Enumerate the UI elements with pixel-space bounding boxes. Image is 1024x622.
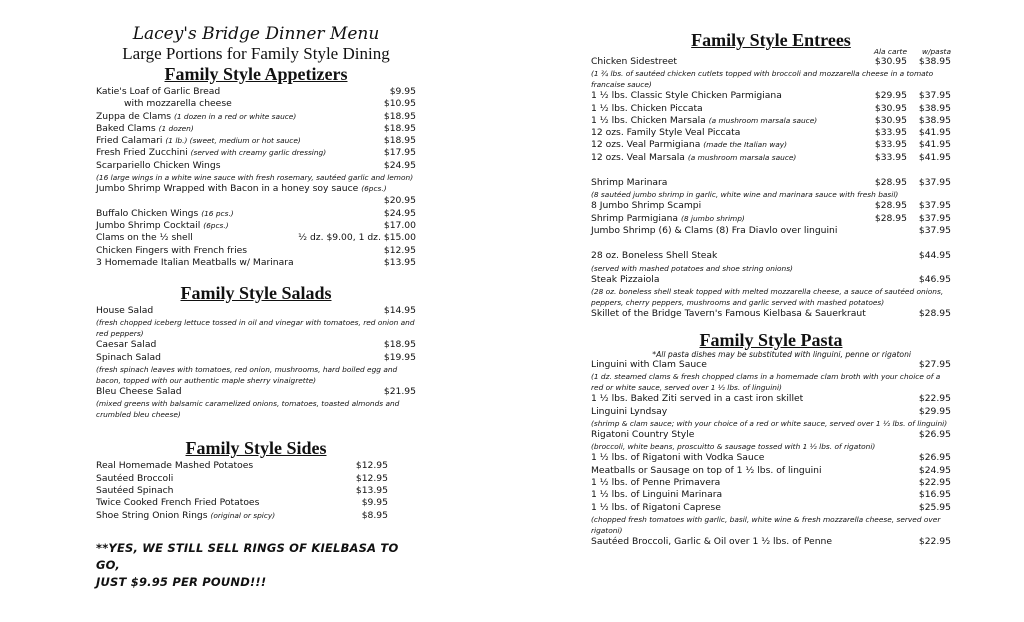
item-name bbox=[96, 123, 384, 135]
item-label: Shrimp Parmigiana bbox=[591, 212, 679, 224]
item-label: 1 ½ lbs. of Rigatoni with Vodka Sauce bbox=[591, 452, 765, 464]
item-note: (a mushroom marsala sauce) bbox=[687, 152, 797, 162]
menu-item bbox=[591, 127, 951, 139]
item-label: 3 Homemade Italian Meatballs w/ Marinara bbox=[96, 256, 294, 268]
item-label: 1 ½ lbs. Baked Ziti served in a cast iron skillet bbox=[591, 393, 804, 405]
item-name bbox=[96, 220, 384, 232]
ala-carte-price bbox=[866, 308, 909, 320]
menu-item bbox=[96, 460, 388, 472]
item-name bbox=[591, 225, 863, 237]
item-price: $18.95 bbox=[383, 135, 416, 147]
with-pasta-price: $37.95 bbox=[918, 212, 951, 224]
menu-item bbox=[591, 429, 951, 441]
item-name bbox=[96, 147, 384, 159]
menu-item bbox=[96, 86, 416, 98]
section-spacer bbox=[591, 164, 951, 177]
with-pasta-price: $28.95 bbox=[918, 307, 951, 319]
item-name bbox=[96, 386, 384, 398]
menu-item bbox=[96, 339, 416, 351]
item-name bbox=[96, 208, 384, 220]
item-description: (1 ¾ lbs. of sautéed chicken cutlets topped with broccoli and mozzarella cheese in a tomato francaise sauce) bbox=[591, 69, 934, 90]
ala-carte-label: Ala carte bbox=[873, 47, 907, 56]
with-pasta-price: $44.95 bbox=[918, 250, 951, 262]
item-price: $22.95 bbox=[918, 476, 951, 488]
with-pasta-label: w/pasta bbox=[921, 47, 951, 56]
item-label: Fried Calamari bbox=[96, 135, 163, 147]
menu-item bbox=[591, 177, 951, 189]
item-description: (16 large wings in a white wine sauce with fresh rosemary, sautéed garlic and lemon) bbox=[96, 173, 414, 183]
item-name bbox=[591, 452, 919, 464]
item-name bbox=[591, 536, 919, 548]
item-price: $25.95 bbox=[918, 501, 951, 513]
menu-subtitle: Large Portions for Family Style Dining bbox=[122, 44, 390, 63]
with-pasta-price: $38.95 bbox=[918, 114, 951, 126]
with-pasta-price: $41.95 bbox=[918, 127, 951, 139]
ala-carte-price: $28.95 bbox=[874, 212, 907, 224]
ala-carte-price: $30.95 bbox=[874, 114, 907, 126]
item-price: $22.95 bbox=[918, 535, 951, 547]
menu-item bbox=[591, 115, 951, 127]
item-name bbox=[96, 305, 384, 317]
item-name bbox=[96, 160, 384, 172]
item-label: Sautéed Broccoli bbox=[96, 472, 174, 484]
item-description: (8 sautéed jumbo shrimp in garlic, white wine and marinara sauce with fresh basil) bbox=[591, 190, 899, 200]
item-name bbox=[96, 497, 362, 509]
menu-item bbox=[591, 477, 951, 489]
item-name bbox=[96, 245, 384, 257]
item-note: (6pcs.) bbox=[361, 184, 387, 194]
menu-title: Lacey's Bridge Dinner Menu bbox=[132, 24, 380, 44]
menu-item bbox=[96, 160, 416, 172]
menu-item bbox=[96, 208, 416, 220]
item-price: $13.95 bbox=[355, 484, 388, 496]
menu-item bbox=[591, 393, 951, 405]
item-note: (original or spicy) bbox=[210, 510, 276, 520]
item-note: (6pcs.) bbox=[203, 220, 229, 230]
item-label: 12 ozs. Veal Parmigiana bbox=[591, 139, 701, 151]
menu-item bbox=[96, 245, 416, 257]
item-price: $18.95 bbox=[383, 339, 416, 351]
item-label: 1 ½ lbs. of Penne Primavera bbox=[591, 476, 721, 488]
item-note: (made the Italian way) bbox=[703, 140, 788, 150]
item-price: $17.00 bbox=[383, 219, 416, 231]
item-description: (fresh spinach leaves with tomatoes, red onion, mushrooms, hard boiled egg and bacon, topped with our authentic maple sherry vinaigrette) bbox=[96, 365, 398, 386]
ala-carte-price: $33.95 bbox=[874, 151, 907, 163]
item-price: $26.95 bbox=[918, 452, 951, 464]
item-name bbox=[591, 213, 863, 225]
item-name bbox=[591, 465, 919, 477]
menu-item bbox=[96, 123, 416, 135]
item-price: $9.95 bbox=[389, 86, 416, 97]
item-label: Rigatoni Country Style bbox=[591, 429, 695, 441]
menu-item bbox=[96, 111, 416, 123]
section-spacer bbox=[591, 237, 951, 250]
menu-item bbox=[591, 465, 951, 477]
item-name bbox=[591, 127, 863, 139]
with-pasta-price: $37.95 bbox=[918, 224, 951, 236]
item-price: $19.95 bbox=[383, 351, 416, 363]
menu-item bbox=[96, 305, 416, 317]
item-name bbox=[591, 393, 919, 405]
item-price: $12.95 bbox=[355, 472, 388, 484]
ala-carte-price: $33.95 bbox=[874, 139, 907, 151]
with-pasta-price: $37.95 bbox=[918, 90, 951, 102]
item-label: Baked Clams bbox=[96, 122, 156, 134]
item-name bbox=[96, 111, 384, 123]
item-price: $16.95 bbox=[918, 489, 951, 501]
ala-carte-price bbox=[863, 274, 907, 286]
item-name bbox=[591, 115, 863, 127]
item-price: $27.95 bbox=[918, 359, 951, 371]
item-label: 12 ozs. Veal Marsala bbox=[591, 151, 685, 163]
menu-item bbox=[96, 386, 416, 398]
appetizers-list bbox=[96, 86, 416, 269]
item-label: Fresh Fried Zucchini bbox=[96, 147, 188, 159]
ala-carte-price bbox=[863, 225, 907, 237]
menu-item bbox=[591, 152, 951, 164]
item-price: $22.95 bbox=[918, 393, 951, 405]
item-label: Shoe String Onion Rings bbox=[96, 509, 208, 521]
menu-item bbox=[591, 250, 951, 262]
ala-carte-price: $30.95 bbox=[874, 56, 907, 67]
item-label: Bleu Cheese Salad bbox=[96, 386, 182, 398]
ala-carte-price: $28.95 bbox=[874, 177, 907, 189]
menu-item bbox=[96, 98, 416, 110]
menu-item bbox=[591, 213, 951, 225]
item-name bbox=[96, 195, 384, 207]
item-label: Spinach Salad bbox=[96, 351, 161, 363]
item-label: Meatballs or Sausage on top of 1 ½ lbs. of linguini bbox=[591, 464, 822, 476]
item-price: $24.95 bbox=[383, 159, 416, 171]
item-price: $12.95 bbox=[355, 460, 388, 472]
menu-item bbox=[591, 308, 951, 320]
menu-item bbox=[591, 502, 951, 514]
menu-item bbox=[96, 135, 416, 147]
item-price: $17.95 bbox=[383, 147, 416, 159]
entrees-list bbox=[591, 56, 951, 320]
menu-item bbox=[96, 510, 388, 522]
item-price: $9.95 bbox=[361, 497, 388, 509]
item-price: $12.95 bbox=[383, 244, 416, 256]
kielbasa-footnote bbox=[96, 540, 416, 591]
item-label: Jumbo Shrimp Cocktail bbox=[96, 219, 201, 231]
salads-list bbox=[96, 305, 416, 420]
menu-item bbox=[591, 536, 951, 548]
entrees-title: Family Style Entrees bbox=[691, 30, 851, 50]
item-price: $24.95 bbox=[383, 207, 416, 219]
item-note: (1 dozen in a red or white sauce) bbox=[174, 111, 297, 121]
item-description: (fresh chopped iceberg lettuce tossed in oil and vinegar with tomatoes, red onion and red peppers) bbox=[96, 318, 415, 339]
ala-carte-price: $28.95 bbox=[874, 200, 907, 212]
item-name bbox=[591, 177, 863, 189]
with-pasta-price: $46.95 bbox=[918, 273, 951, 285]
item-name bbox=[591, 200, 863, 212]
item-description: (served with mashed potatoes and shoe string onions) bbox=[591, 263, 793, 273]
item-label: Sautéed Broccoli, Garlic & Oil over 1 ½ lbs. of Penne bbox=[591, 535, 833, 547]
item-name bbox=[96, 510, 362, 522]
item-note: (16 pcs.) bbox=[201, 208, 234, 218]
item-label: Real Homemade Mashed Potatoes bbox=[96, 460, 254, 472]
pasta-list bbox=[591, 359, 951, 548]
ala-carte-price bbox=[863, 250, 907, 262]
ala-carte-price: $33.95 bbox=[874, 127, 907, 139]
appetizers-title: Family Style Appetizers bbox=[164, 64, 348, 84]
item-price: $24.95 bbox=[918, 464, 951, 476]
item-price: $18.95 bbox=[383, 110, 416, 122]
ala-carte-price: $29.95 bbox=[874, 90, 907, 102]
item-name bbox=[591, 359, 919, 371]
left-column bbox=[96, 0, 416, 591]
item-price: $26.95 bbox=[918, 429, 951, 441]
item-name bbox=[96, 352, 384, 364]
item-description: (broccoli, white beans, proscuitto & sausage tossed with 1 ½ lbs. of rigatoni) bbox=[591, 442, 876, 452]
item-price: $10.95 bbox=[383, 98, 416, 110]
with-pasta-price: $38.95 bbox=[918, 102, 951, 114]
item-price: $18.95 bbox=[383, 122, 416, 134]
pasta-title: Family Style Pasta bbox=[699, 330, 843, 351]
menu-item bbox=[96, 183, 416, 195]
item-name bbox=[96, 460, 356, 472]
item-label: Katie's Loaf of Garlic Bread bbox=[96, 86, 221, 97]
menu-item bbox=[591, 90, 951, 102]
item-name bbox=[591, 152, 863, 164]
menu-item bbox=[96, 220, 416, 232]
item-name bbox=[591, 429, 919, 441]
item-name bbox=[591, 274, 863, 286]
footnote-line-2: JUST $9.95 PER POUND!!! bbox=[96, 574, 267, 589]
item-name bbox=[591, 56, 863, 68]
item-name bbox=[591, 308, 866, 320]
item-name bbox=[96, 339, 384, 351]
item-label: Steak Pizzaiola bbox=[591, 273, 660, 285]
item-price: $29.95 bbox=[918, 405, 951, 417]
item-price: $20.95 bbox=[383, 195, 416, 207]
item-note: (1 lb.) (sweet, medium or hot sauce) bbox=[165, 136, 301, 146]
menu-item bbox=[591, 274, 951, 286]
item-label: 1 ½ lbs. Classic Style Chicken Parmigiana bbox=[591, 90, 782, 102]
item-label: Twice Cooked French Fried Potatoes bbox=[96, 497, 260, 509]
item-label: Chicken Fingers with French fries bbox=[96, 244, 248, 256]
item-label: 1 ½ lbs. Chicken Piccata bbox=[591, 102, 703, 114]
item-label: Linguini with Clam Sauce bbox=[591, 359, 707, 371]
menu-item bbox=[591, 139, 951, 151]
item-label: 12 ozs. Family Style Veal Piccata bbox=[591, 127, 741, 139]
item-description: (shrimp & clam sauce; with your choice of a red or white sauce, served over 1 ½ lbs. of linguini) bbox=[591, 419, 948, 429]
item-name bbox=[591, 103, 863, 115]
item-label: 1 ½ lbs. Chicken Marsala bbox=[591, 114, 706, 126]
item-label: Jumbo Shrimp (6) & Clams (8) Fra Diavlo over linguini bbox=[591, 224, 838, 236]
item-name bbox=[96, 98, 384, 110]
item-label: Chicken Sidestreet bbox=[591, 56, 677, 67]
menu-item bbox=[96, 485, 388, 497]
item-label: 1 ½ lbs. of Linguini Marinara bbox=[591, 489, 723, 501]
item-description: (28 oz. boneless shell steak topped with melted mozzarella cheese, a sauce of sautéed onions, peppers, cherry peppers, mushrooms and garlic served with mashed potatoes) bbox=[591, 286, 944, 307]
menu-item bbox=[591, 200, 951, 212]
item-name bbox=[96, 257, 384, 269]
item-label: Clams on the ½ shell bbox=[96, 232, 193, 244]
menu-item bbox=[591, 452, 951, 464]
salads-title: Family Style Salads bbox=[180, 283, 332, 304]
item-label: Jumbo Shrimp Wrapped with Bacon in a honey soy sauce bbox=[96, 183, 359, 195]
item-name bbox=[96, 485, 356, 497]
item-label: Buffalo Chicken Wings bbox=[96, 207, 199, 219]
item-label: Sautéed Spinach bbox=[96, 484, 174, 496]
menu-item bbox=[96, 147, 416, 159]
menu-item bbox=[96, 257, 416, 269]
item-description: (1 dz. steamed clams & fresh chopped clams in a homemade clam broth with your choice of a red or white sauce, served over 1 ½ lbs. of linguini) bbox=[591, 372, 941, 393]
menu-item bbox=[96, 473, 388, 485]
item-name bbox=[96, 86, 390, 98]
item-note: (a mushroom marsala sauce) bbox=[708, 115, 818, 125]
item-name bbox=[96, 232, 298, 244]
item-price: $13.95 bbox=[383, 256, 416, 268]
menu-item bbox=[96, 497, 388, 509]
menu-item bbox=[591, 56, 951, 68]
item-label: with mozzarella cheese bbox=[124, 98, 232, 110]
menu-item bbox=[96, 232, 416, 244]
item-label: Caesar Salad bbox=[96, 339, 157, 351]
ala-carte-price: $30.95 bbox=[874, 102, 907, 114]
sides-list bbox=[96, 460, 388, 521]
with-pasta-price: $37.95 bbox=[918, 200, 951, 212]
menu-item bbox=[591, 406, 951, 418]
item-label: Scarpariello Chicken Wings bbox=[96, 159, 221, 171]
item-name bbox=[591, 139, 863, 151]
item-label: Skillet of the Bridge Tavern's Famous Kielbasa & Sauerkraut bbox=[591, 307, 866, 319]
item-note: (served with creamy garlic dressing) bbox=[190, 148, 327, 158]
item-name bbox=[96, 135, 384, 147]
item-name bbox=[96, 473, 356, 485]
item-label: Shrimp Marinara bbox=[591, 177, 668, 189]
item-description: (chopped fresh tomatoes with garlic, basil, white wine & fresh mozzarella cheese, served over rigatoni) bbox=[591, 514, 941, 535]
item-name bbox=[591, 477, 919, 489]
item-price: $21.95 bbox=[383, 386, 416, 398]
pasta-substitution-note: *All pasta dishes may be substituted with linguini, penne or rigatoni bbox=[652, 350, 911, 360]
item-name bbox=[591, 250, 863, 262]
menu-item bbox=[96, 352, 416, 364]
with-pasta-price: $37.95 bbox=[918, 177, 951, 189]
item-label: Zuppa de Clams bbox=[96, 110, 172, 122]
item-note: (1 dozen) bbox=[158, 123, 194, 133]
footnote-line-1: **YES, WE STILL SELL RINGS OF KIELBASA TO GO, bbox=[96, 540, 399, 572]
item-price: ½ dz. $9.00, 1 dz. $15.00 bbox=[298, 232, 416, 244]
item-note: (8 jumbo shrimp) bbox=[680, 213, 745, 223]
with-pasta-price: $41.95 bbox=[918, 151, 951, 163]
item-description: (mixed greens with balsamic caramelized onions, tomatoes, toasted almonds and crumbled bleu cheese) bbox=[96, 399, 400, 420]
item-name bbox=[96, 183, 416, 195]
menu-item bbox=[591, 489, 951, 501]
item-label: 8 Jumbo Shrimp Scampi bbox=[591, 200, 702, 212]
menu-item bbox=[96, 195, 416, 207]
item-price: $8.95 bbox=[361, 509, 388, 521]
item-name bbox=[591, 502, 919, 514]
sides-title: Family Style Sides bbox=[185, 438, 327, 459]
item-label: 28 oz. Boneless Shell Steak bbox=[591, 250, 718, 262]
with-pasta-price: $38.95 bbox=[918, 56, 951, 67]
menu-item bbox=[591, 103, 951, 115]
item-label: House Salad bbox=[96, 305, 154, 317]
menu-item bbox=[591, 359, 951, 371]
item-price: $14.95 bbox=[383, 305, 416, 317]
item-name bbox=[591, 489, 919, 501]
with-pasta-price: $41.95 bbox=[918, 139, 951, 151]
item-label: Linguini Lyndsay bbox=[591, 405, 668, 417]
item-name bbox=[591, 90, 863, 102]
menu-item bbox=[591, 225, 951, 237]
right-column bbox=[591, 0, 951, 548]
item-name bbox=[591, 406, 919, 418]
item-label: 1 ½ lbs. of Rigatoni Caprese bbox=[591, 501, 721, 513]
